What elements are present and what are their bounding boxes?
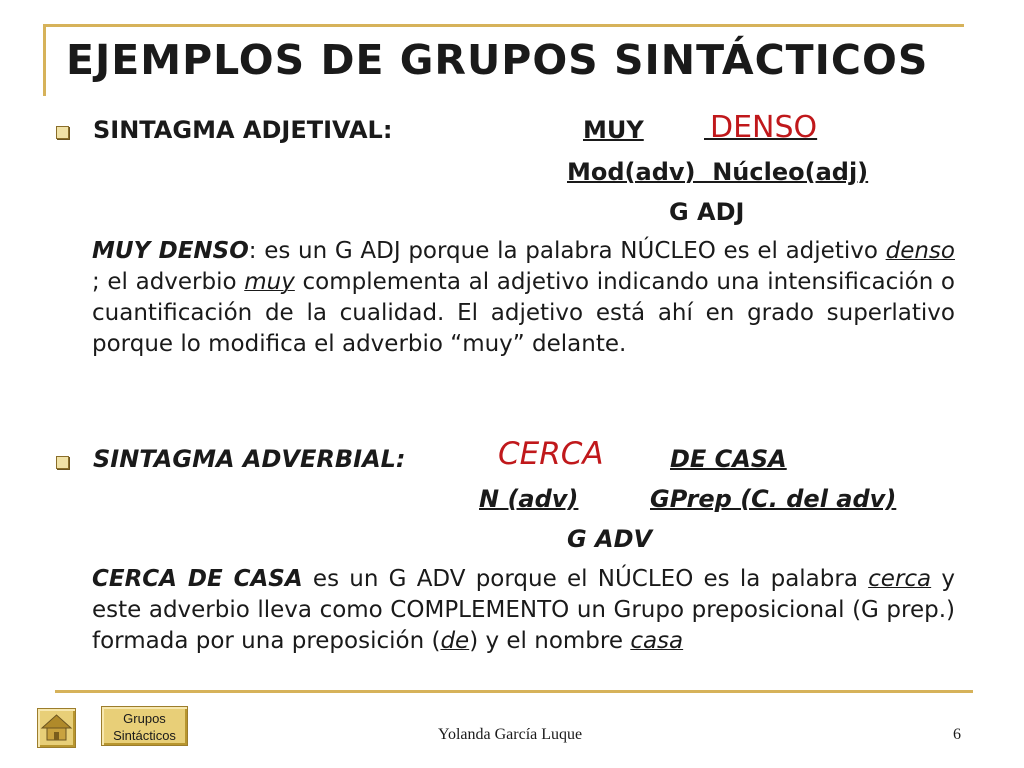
- section1-explanation-t3: complementa al adjetivo indicando una intensificación o cuantificación de la cualidad. El adjetivo está ahí en grado superlativo porque lo modifica el adverbio “muy” delante.: [92, 269, 955, 357]
- section2-explanation-w3: casa: [630, 628, 684, 654]
- section1-explanation-t2: ; el adverbio: [92, 269, 245, 295]
- section2-explanation-t3: ) y el nombre: [469, 628, 631, 654]
- footer-divider: [55, 690, 973, 693]
- section1-word2-wrap: [704, 110, 817, 145]
- section1-explanation-w2: muy: [244, 269, 295, 295]
- title-frame-left: [43, 24, 46, 96]
- section2-word2: DE CASA: [670, 445, 787, 473]
- bullet-icon: [56, 126, 69, 139]
- section1-group: G ADJ: [669, 198, 745, 226]
- section1-explanation: [92, 236, 955, 360]
- section2-analysis1: N (adv): [479, 485, 579, 513]
- section1-explanation-lead: MUY DENSO: [92, 238, 249, 264]
- home-icon: [38, 709, 75, 747]
- section1-word1: MUY: [583, 116, 644, 144]
- slide-title: EJEMPLOS DE GRUPOS SINTÁCTICOS: [66, 36, 929, 84]
- section1-label: SINTAGMA ADJETIVAL:: [93, 116, 393, 144]
- section1-analysis: Mod(adv) Núcleo(adj): [567, 158, 869, 186]
- section2-explanation: [92, 564, 955, 657]
- section2-explanation-w2: de: [440, 628, 470, 654]
- title-frame-top: [43, 24, 964, 27]
- author-name: Yolanda García Luque: [438, 726, 583, 743]
- page-number: 6: [953, 726, 961, 743]
- section1-explanation-w1: denso: [885, 238, 955, 264]
- section2-explanation-w1: cerca: [868, 566, 932, 592]
- grupos-sintacticos-button[interactable]: [101, 706, 188, 746]
- section2-analysis2: GPrep (C. del adv): [650, 485, 897, 513]
- section2-label: SINTAGMA ADVERBIAL:: [93, 445, 406, 473]
- section1-explanation-t1: : es un G ADJ porque la palabra NÚCLEO es el adjetivo: [248, 238, 886, 264]
- section2-group: G ADV: [567, 525, 653, 553]
- section2-explanation-lead: CERCA DE CASA: [92, 566, 303, 592]
- section2-explanation-t2: y este adverbio lleva como COMPLEMENTO un Grupo preposicional (G prep.) formada por una preposición (: [92, 566, 955, 654]
- section1-word2: DENSO: [709, 110, 818, 145]
- bullet-icon: [56, 456, 69, 469]
- section2-explanation-t1: es un G ADV porque el NÚCLEO es la palabra: [302, 566, 869, 592]
- grupos-sintacticos-label: Grupos Sintácticos: [113, 711, 176, 743]
- home-button[interactable]: [37, 708, 76, 748]
- section2-word1: CERCA: [498, 436, 604, 472]
